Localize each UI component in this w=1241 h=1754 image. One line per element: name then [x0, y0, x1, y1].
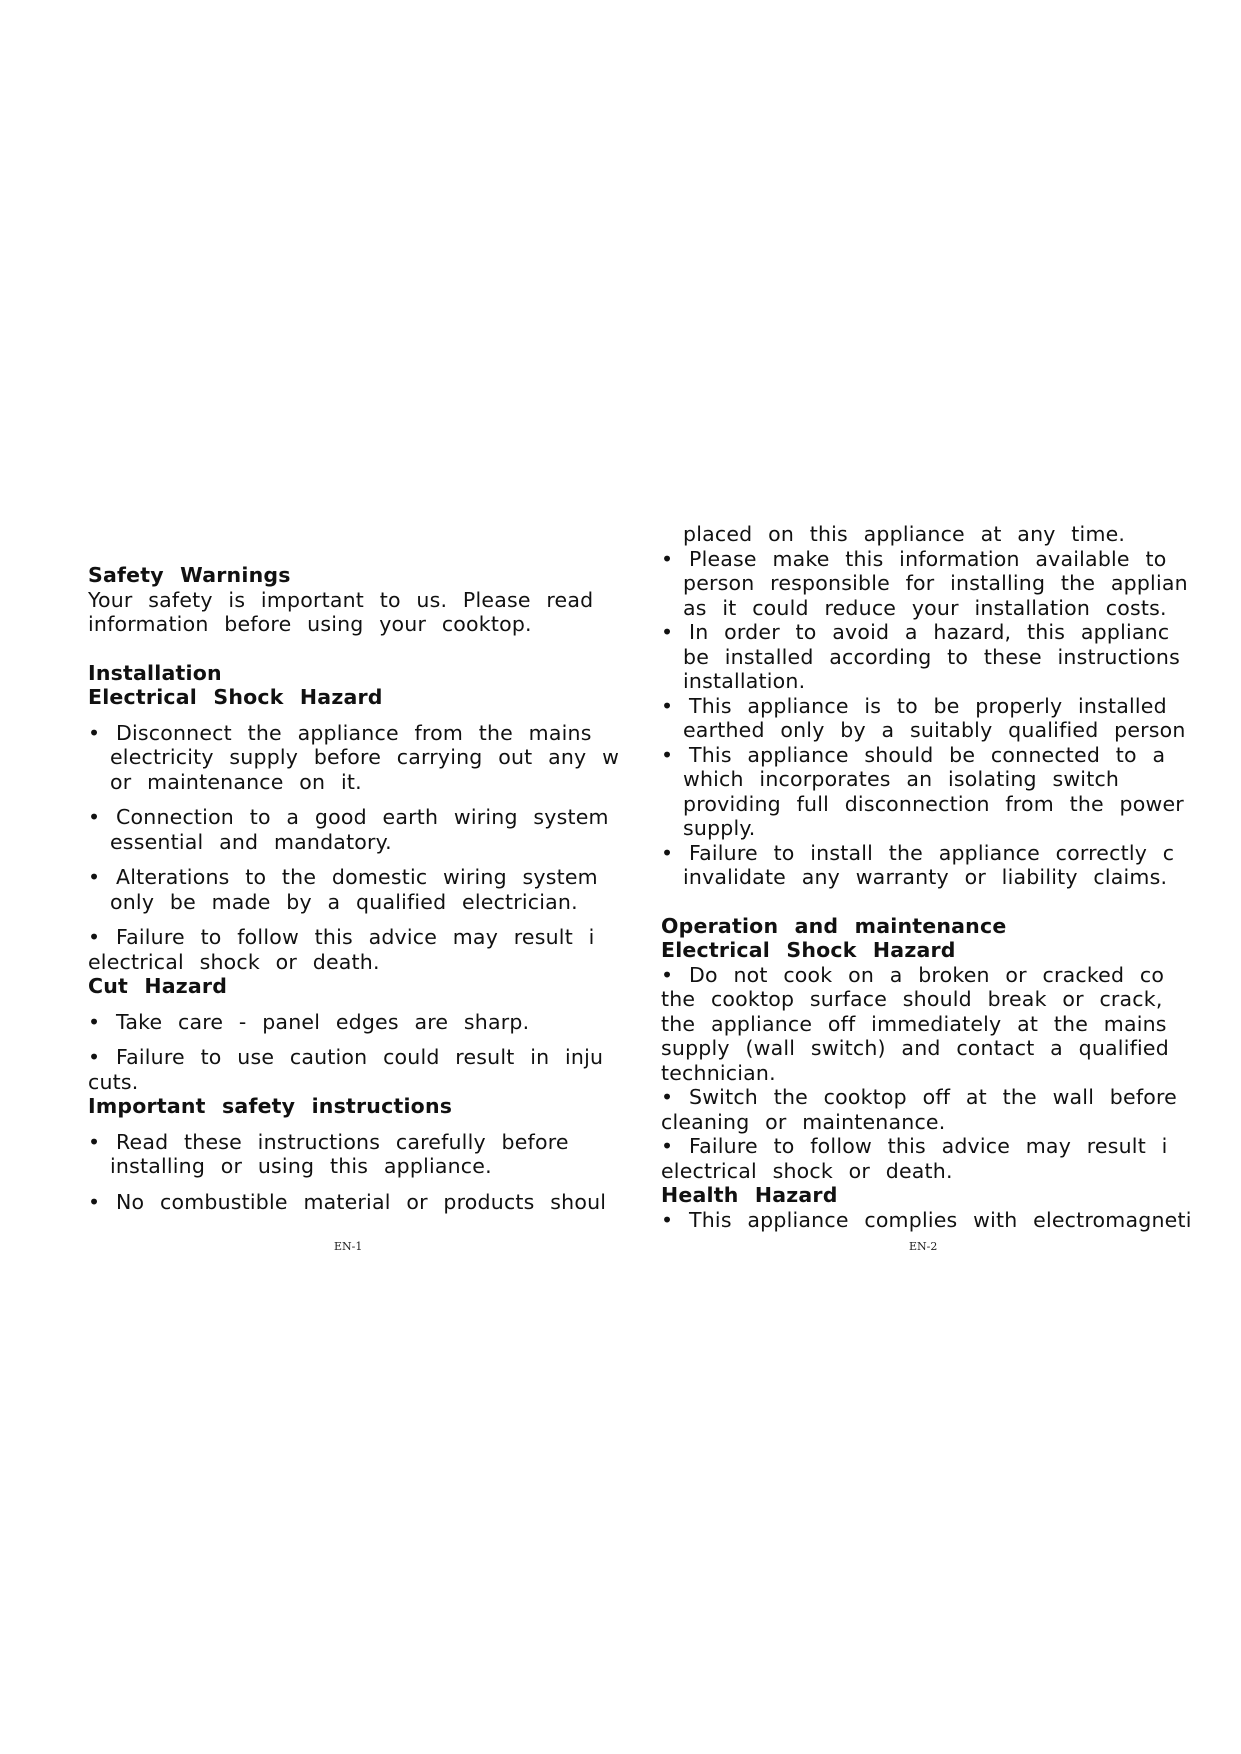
electrical-shock-heading: Electrical Shock Hazard: [88, 685, 383, 709]
bullet-item: [661, 694, 1198, 743]
page-2-column: [661, 522, 1198, 1232]
intro-line: Your safety is important to us. Please read: [88, 587, 594, 612]
health-line: • This appliance complies with electromagneti: [661, 1207, 1192, 1232]
bullet-line: • Connection to a good earth wiring system: [88, 805, 609, 829]
bullet-line: • Alterations to the domestic wiring system: [88, 865, 598, 889]
bullet-line: essential and mandatory.: [110, 829, 392, 854]
operation-line: technician.: [661, 1060, 776, 1085]
bullet-line: person responsible for installing the applian: [683, 571, 1188, 595]
bullet-line: • Failure to install the appliance correctly c: [661, 840, 1175, 865]
operation-line: the appliance off immediately at the mains: [661, 1011, 1167, 1036]
bullet-line: supply.: [683, 816, 756, 840]
bullet-item: [88, 865, 621, 914]
bullet-line: providing full disconnection from the power: [683, 791, 1184, 816]
bullet-line: • This appliance is to be properly installed: [661, 693, 1167, 718]
bullet-line: • Please make this information available to: [661, 546, 1167, 571]
failure-item: [88, 925, 621, 974]
bullet-item: [661, 841, 1198, 890]
cut-failure-line: cuts.: [88, 1069, 139, 1094]
operation-line: • Do not cook on a broken or cracked co: [661, 962, 1165, 987]
operation-line: • Switch the cooktop off at the wall before: [661, 1085, 1177, 1109]
failure-line: • Failure to follow this advice may result i: [88, 925, 595, 949]
bullet-item: [661, 547, 1198, 621]
bullet-line: • In order to avoid a hazard, this applianc: [661, 620, 1170, 644]
cut-failure-line: • Failure to use caution could result in inju: [88, 1045, 604, 1069]
bullet-item: [88, 721, 621, 795]
bullet-line: invalidate any warranty or liability claims.: [683, 865, 1168, 889]
combustible-bullet: • No combustible material or products shoul: [88, 1189, 607, 1214]
page-number: EN-1: [334, 1240, 363, 1253]
bullet-line: be installed according to these instructions: [683, 644, 1180, 669]
bullet-line: earthed only by a suitably qualified person: [683, 718, 1186, 742]
operation-line: electrical shock or death.: [661, 1158, 953, 1183]
installation-heading: Installation: [88, 660, 222, 685]
page-number: EN-2: [909, 1240, 938, 1253]
cut-bullet: • Take care - panel edges are sharp.: [88, 1009, 530, 1034]
electrical-shock-heading: Electrical Shock Hazard: [661, 938, 956, 962]
operation-maintenance-heading: Operation and maintenance: [661, 913, 1007, 938]
bullet-item: [661, 743, 1198, 841]
failure-line: electrical shock or death.: [88, 949, 380, 974]
operation-line: • Failure to follow this advice may result i: [661, 1134, 1168, 1158]
safety-warnings-heading: Safety Warnings: [88, 563, 291, 587]
cut-failure-item: [88, 1045, 621, 1094]
bullet-item: [88, 805, 621, 854]
bullet-line: installing or using this appliance.: [110, 1154, 492, 1178]
bullet-line: only be made by a qualified electrician.: [110, 889, 578, 914]
bullet-line: or maintenance on it.: [110, 769, 362, 794]
bullet-item: [661, 620, 1198, 694]
page-1-column: [88, 563, 621, 1232]
bullet-line: • This appliance should be connected to a: [661, 742, 1166, 767]
bullet-line: electricity supply before carrying out any w: [110, 745, 620, 769]
continued-line: placed on this appliance at any time.: [683, 522, 1126, 546]
important-safety-heading: Important safety instructions: [88, 1094, 453, 1118]
cut-hazard-heading: Cut Hazard: [88, 974, 228, 998]
bullet-line: which incorporates an isolating switch: [683, 767, 1120, 791]
operation-line: supply (wall switch) and contact a qualified: [661, 1036, 1169, 1060]
operation-line: the cooktop surface should break or crack,: [661, 987, 1163, 1011]
bullet-line: • Disconnect the appliance from the mains: [88, 720, 592, 745]
bullet-line: • Read these instructions carefully before: [88, 1129, 569, 1154]
operation-line: cleaning or maintenance.: [661, 1109, 946, 1134]
intro-line: information before using your cooktop.: [88, 612, 532, 636]
bullet-item: [88, 1130, 621, 1179]
health-hazard-heading: Health Hazard: [661, 1183, 838, 1207]
bullet-line: installation.: [683, 669, 806, 693]
bullet-line: as it could reduce your installation costs.: [683, 595, 1167, 620]
